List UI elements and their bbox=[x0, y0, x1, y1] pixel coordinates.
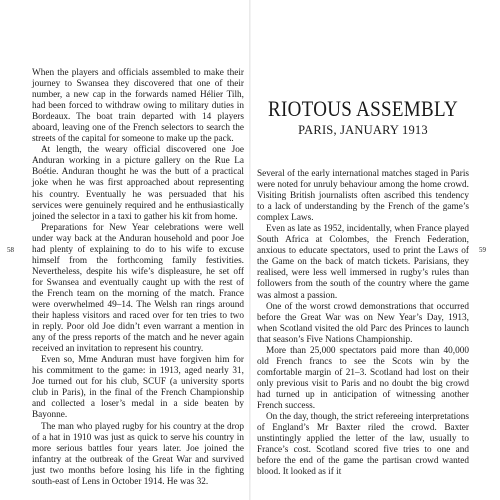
right-body-text bbox=[257, 169, 469, 478]
paragraph: More than 25,000 spectators paid more than 40,000 old French francs to see the Scots win by the comfortable margin of 21–3. Scotland had lost on their only previous visit to Paris and no doubt the big crowd had turned up in anticipation of witnessing another French success. bbox=[257, 345, 469, 411]
paragraph: Several of the early international matches staged in Paris were noted for unruly behaviour among the home crowd. Visiting British journalists often ascribed this tendency to a lack of understanding by the French of the game’s complex Laws. bbox=[257, 169, 469, 224]
paragraph: Even so, Mme Anduran must have forgiven him for his commitment to the game: in 1913, aged nearly 31, Joe turned out for his club, SCUF (a university sports club in Paris), in the final of the French Championship and collected a loser’s medal in a side beaten by Bayonne. bbox=[32, 355, 244, 421]
paragraph: When the players and officials assembled to make their journey to Swansea they discovered that one of their number, a new cap in the forwards named Hélier Tilh, had been forced to withdraw owing to military duties in Bordeaux. The boat train departed with 14 players aboard, leaving one of the French selectors to search the streets of the capital for someone to make up the pack. bbox=[32, 68, 244, 145]
paragraph: On the day, though, the strict refereeing interpretations of England’s Mr Baxter riled the crowd. Baxter unstintingly applied the letter of the law, usually to France’s cost. Scotland scored five tries to one and before the end of the game the partisan crowd wanted blood. It looked as if it bbox=[257, 412, 469, 478]
chapter-title: RIOTOUS ASSEMBLY bbox=[268, 97, 458, 122]
page-number-right: 59 bbox=[479, 246, 486, 254]
paragraph: Even as late as 1952, incidentally, when France played South Africa at Colombes, the French Federation, anxious to educate spectators, used to print the Laws of the Game on the back of match tickets. Parisians, they realised, were less well immersed in rugby’s rules than followers from the south of the country where the game was almost a passion. bbox=[257, 224, 469, 301]
page-number-left: 58 bbox=[7, 246, 14, 254]
chapter-subtitle: PARIS, JANUARY 1913 bbox=[298, 123, 428, 137]
paragraph: One of the worst crowd demonstrations that occurred before the Great War was on New Year’s Day, 1913, when Scotland visited the old Parc des Princes to launch that season’s Five Nations Championship. bbox=[257, 301, 469, 345]
paragraph: The man who played rugby for his country at the drop of a hat in 1910 was just as quick to serve his country in more serious battles four years later. Joe joined the infantry at the outbreak of the Great War and survived just two months before losing his life in the fighting south-east of Lens in October 1914. He was 32. bbox=[32, 421, 244, 487]
paragraph: At length, the weary official discovered one Joe Anduran working in a picture gallery on the Rue La Boétie. Anduran thought he was the butt of a practical joke when he was first approached about representing his country. Eventually he was persuaded that his services were genuinely required and he enthusiastically joined the selector in a taxi to gather his kit from home. bbox=[32, 145, 244, 222]
left-body-text bbox=[32, 68, 244, 488]
paragraph: Preparations for New Year celebrations were well under way back at the Anduran household and poor Joe had plenty of explaining to do to his wife to excuse himself from the forthcoming family festivities. Nevertheless, despite his wife’s displeasure, he set off for Swansea and eventually caught up with the rest of the French team on the morning of the match. France were overwhelmed 49–14. The Welsh ran rings around their hapless visitors and raced over for ten tries to two in reply. Poor old Joe didn’t even warrant a mention in any of the press reports of the match and he never again received an invitation to represent his country. bbox=[32, 222, 244, 355]
book-gutter bbox=[249, 0, 251, 500]
